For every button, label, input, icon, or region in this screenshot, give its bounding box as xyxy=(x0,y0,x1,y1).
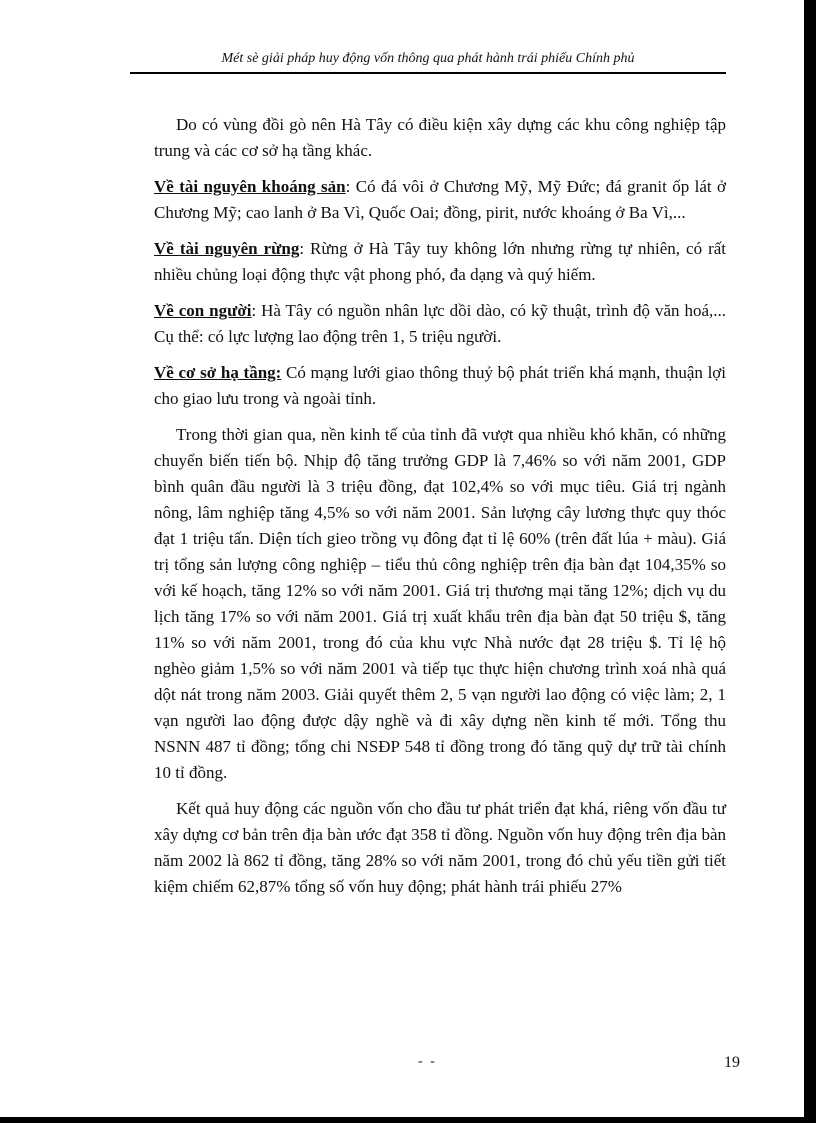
page-number: 19 xyxy=(724,1054,740,1071)
paragraph-text: Có mạng lưới giao thông thuỷ bộ phát triển khá mạnh, thuận lợi cho giao lưu trong và ngoài tỉnh. xyxy=(154,363,726,408)
paragraph-minerals xyxy=(154,174,726,226)
paragraph-text: Kết quả huy động các nguồn vốn cho đầu tư phát triển đạt khá, riêng vốn đầu tư xây dựng cơ bản trên địa bàn ước đạt 358 tỉ đồng. Nguồn vốn huy động trên địa bàn năm 2002 là 862 tỉ đồng, tăng 28% so với năm 2001, trong đó chủ yếu tiền gửi tiết kiệm chiếm 62,87% tổng số vốn huy động; phát hành trái phiếu 27% xyxy=(154,799,726,896)
paragraph-text: : Rừng ở Hà Tây tuy không lớn nhưng rừng tự nhiên, có rất nhiều chủng loại động thực vật phong phó, đa dạng và quý hiếm. xyxy=(154,239,726,284)
footer-dashes: - - xyxy=(418,1054,437,1069)
header-divider xyxy=(130,72,726,74)
paragraph-people xyxy=(154,298,726,350)
paragraph-lead: Về cơ sở hạ tầng: xyxy=(154,363,282,382)
running-header: Mét sè giải pháp huy động vốn thông qua phát hành trái phiếu Chính phủ xyxy=(221,51,635,66)
paragraph-text: : Hà Tây có nguồn nhân lực dồi dào, có kỹ thuật, trình độ văn hoá,... Cụ thể: có lực lượng lao động trên 1, 5 triệu người. xyxy=(154,301,726,346)
paragraph-forest xyxy=(154,236,726,288)
paragraph-intro xyxy=(154,112,726,164)
document-body xyxy=(154,112,726,900)
paragraph-lead: Về tài nguyên khoáng sản xyxy=(154,177,346,196)
paragraph-text: : Có đá vôi ở Chương Mỹ, Mỹ Đức; đá granit ốp lát ở Chương Mỹ; cao lanh ở Ba Vì, Quốc Oai; đồng, pirit, nước khoáng ở Ba Vì,... xyxy=(154,177,726,222)
paragraph-economy xyxy=(154,422,726,786)
page-border-right xyxy=(804,0,816,1123)
paragraph-lead: Về tài nguyên rừng xyxy=(154,239,300,258)
paragraph-lead: Về con người xyxy=(154,301,252,320)
page-border-bottom xyxy=(0,1117,816,1123)
paragraph-capital xyxy=(154,796,726,900)
paragraph-text: Trong thời gian qua, nền kinh tế của tỉnh đã vượt qua nhiều khó khăn, có những chuyển biến tiến bộ. Nhịp độ tăng trưởng GDP là 7,46% so với năm 2001, GDP bình quân đầu người là 3 triệu đồng, đạt 102,4% so với mục tiêu. Giá trị ngành nông, lâm nghiệp tăng 4,5% so với năm 2001. Sản lượng cây lương thực quy thóc đạt 1 triệu tấn. Diện tích gieo trồng vụ đông đạt tỉ lệ 60% (trên đất lúa + màu). Giá trị tổng sản lượng công nghiệp – tiểu thủ công nghiệp trên địa bàn đạt 104,35% so với kế hoạch, tăng 12% so với năm 2001. Giá trị thương mại tăng 12%; dịch vụ du lịch tăng 17% so với năm 2001. Giá trị xuất khẩu trên địa bàn đạt 50 triệu $, tăng 11% so với năm 2001, trong đó của khu vực Nhà nước đạt 28 triệu $. Tỉ lệ hộ nghèo giảm 1,5% so với năm 2001 và tiếp tục thực hiện chương trình xoá nhà quá dột nát trong năm 2003. Giải quyết thêm 2, 5 vạn người lao động có việc làm; 2, 1 vạn người lao động được dậy nghề và đi xây dựng nền kinh tế mới. Tổng thu NSNN 487 tỉ đồng; tổng chi NSĐP 548 tỉ đồng trong đó tăng quỹ dự trữ tài chính 10 tỉ đồng. xyxy=(154,425,726,782)
paragraph-text: Do có vùng đồi gò nên Hà Tây có điều kiện xây dựng các khu công nghiệp tập trung và các cơ sở hạ tầng khác. xyxy=(154,115,726,160)
paragraph-infrastructure xyxy=(154,360,726,412)
